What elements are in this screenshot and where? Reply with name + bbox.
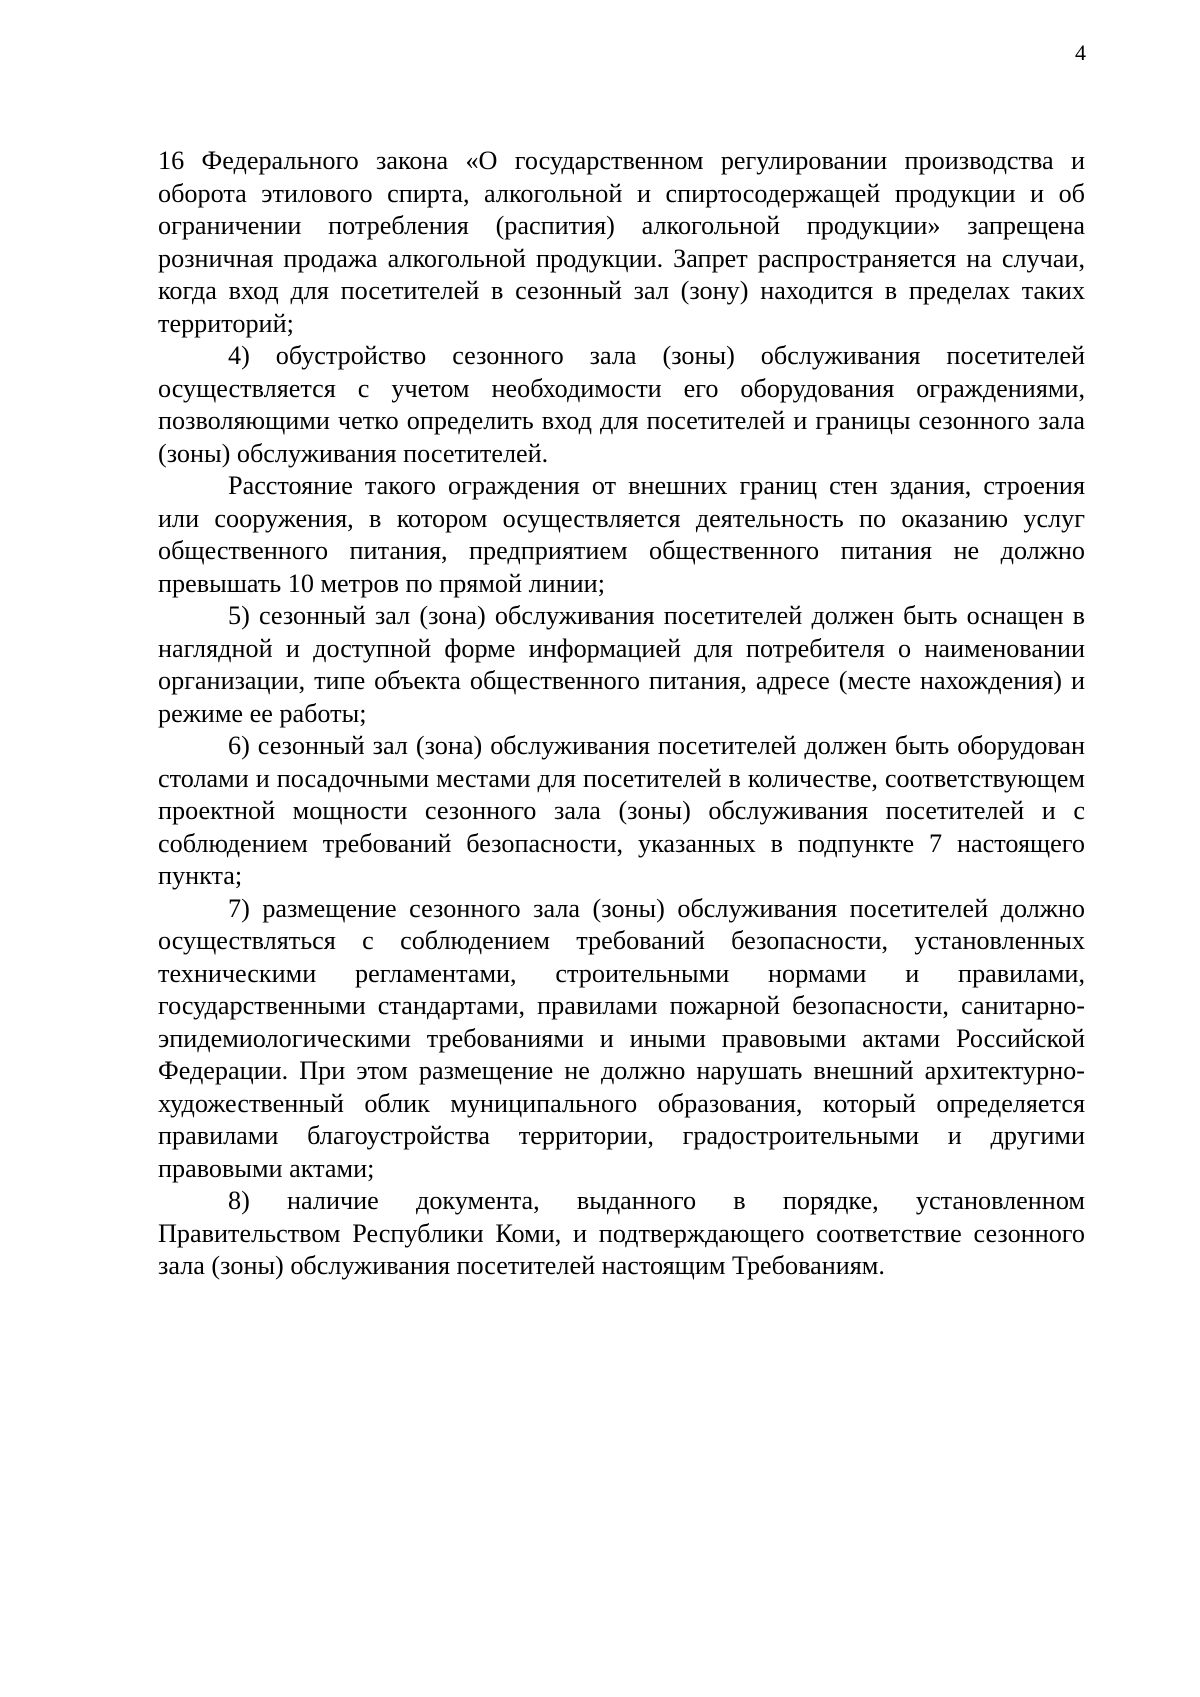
paragraph-fence-distance: Расстояние такого ограждения от внешних границ стен здания, строения или сооружения, в котором осуществляется деятельность по оказанию услуг общественного питания, предприятием общественного питания не должно превышать 10 метров по прямой линии; (158, 471, 1085, 598)
paragraph-item-7: 7) размещение сезонного зала (зоны) обслуживания посетителей должно осуществляться с соблюдением требований безопасности, установленных техническими регламентами, строительными нормами и правилами, государственными стандартами, правилами пожарной безопасности, санитарно-эпидемиологическими требованиями и иными правовыми актами Российской Федерации. При этом размещение не должно нарушать внешний архитектурно-художественный облик муниципального образования, который определяется правилами благоустройства территории, градостроительными и другими правовыми актами; (158, 893, 1085, 1183)
page-number: 4 (1075, 40, 1086, 65)
paragraph-item-5: 5) сезонный зал (зона) обслуживания посетителей должен быть оснащен в наглядной и доступной форме информацией для потребителя о наименовании организации, типе объекта общественного питания, адресе (месте нахождения) и режиме ее работы; (158, 601, 1085, 728)
paragraph-item-8: 8) наличие документа, выданного в порядке, установленном Правительством Республики Коми, и подтверждающего соответствие сезонного зала (зоны) обслуживания посетителей настоящим Требованиям. (158, 1186, 1085, 1280)
document-body (158, 145, 1085, 1283)
paragraph-item-6: 6) сезонный зал (зона) обслуживания посетителей должен быть оборудован столами и посадочными местами для посетителей в количестве, соответствующем проектной мощности сезонного зала (зоны) обслуживания посетителей и с соблюдением требований безопасности, указанных в подпункте 7 настоящего пункта; (158, 731, 1085, 890)
paragraph-continuation: 16 Федерального закона «О государственном регулировании производства и оборота этилового спирта, алкогольной и спиртосодержащей продукции и об ограничении потребления (распития) алкогольной продукции» запрещена розничная продажа алкогольной продукции. Запрет распространяется на случаи, когда вход для посетителей в сезонный зал (зону) находится в пределах таких территорий; (158, 146, 1085, 338)
paragraph-item-4: 4) обустройство сезонного зала (зоны) обслуживания посетителей осуществляется с учетом необходимости его оборудования ограждениями, позволяющими четко определить вход для посетителей и границы сезонного зала (зоны) обслуживания посетителей. (158, 341, 1085, 468)
